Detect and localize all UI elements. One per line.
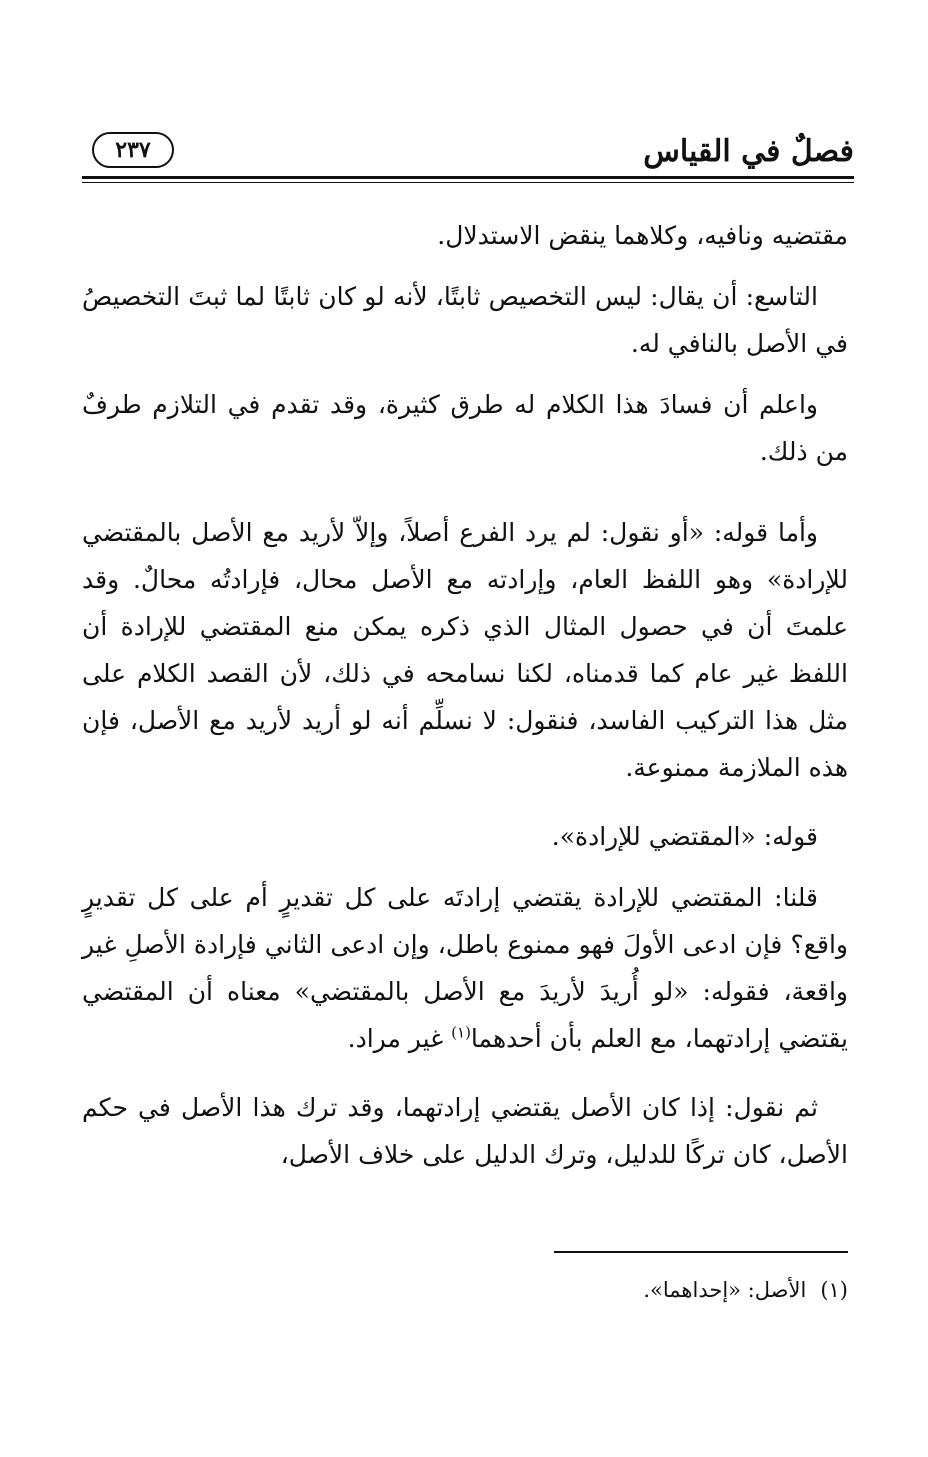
paragraph-1: مقتضيه ونافيه، وكلاهما ينقض الاستدلال. <box>437 221 848 250</box>
header-rule-thin <box>82 182 854 183</box>
paragraph-7: ثم نقول: إذا كان الأصل يقتضي إرادتهما، وقد ترك هذا الأصل في حكم الأصل، كان تركًا للدليل، وترك الدليل على خلاف الأصل، <box>82 1093 848 1169</box>
paragraph-4: وأما قوله: «أو نقول: لم يرد الفرع أصلاً، وإلاّ لأريد مع الأصل بالمقتضي للإرادة» وهو اللفظ العام، وإرادته مع الأصل محال، فإرادتُه محالٌ. وقد علمتَ أن في حصول المثال الذي ذكره يمكن منع المقتضي للإرادة أن اللفظ غير عام كما قدمناه، لكنا نسامحه في ذلك، لأن القصد الكلام على مثل هذا التركيب الفاسد، فنقول: لا نسلِّم أنه لو أريد لأريد مع الأصل، فإن هذه الملازمة ممنوعة. <box>82 518 848 782</box>
footnote-text: الأصل: «إحداهما». <box>643 1278 807 1302</box>
main-text <box>82 212 848 1178</box>
footnote-number: (١) <box>820 1278 848 1302</box>
paragraph-6 <box>82 874 848 1062</box>
header-rule-thick <box>82 176 854 179</box>
footnote <box>82 1273 848 1307</box>
paragraph-6-tail: غير مراد. <box>347 1024 452 1053</box>
footnote-separator <box>554 1251 848 1253</box>
paragraph-3: واعلم أن فسادَ هذا الكلام له طرق كثيرة، وقد تقدم في التلازم طرفٌ من ذلك. <box>82 390 848 466</box>
page-header <box>82 128 854 180</box>
paragraph-2: التاسع: أن يقال: ليس التخصيص ثابتًا، لأنه لو كان ثابتًا لما ثبتَ التخصيصُ في الأصل بالنافي له. <box>82 282 848 358</box>
footnote-reference: (١) <box>451 1023 471 1042</box>
chapter-title: فصلٌ في القياس <box>643 134 854 169</box>
paragraph-5: قوله: «المقتضي للإرادة». <box>551 822 818 851</box>
paragraph-6-text: قلنا: المقتضي للإرادة يقتضي إرادتَه على كل تقديرٍ أم على كل تقديرٍ واقع؟ فإن ادعى الأولَ فهو ممنوع باطل، وإن ادعى الثاني فإرادة الأصلِ غير واقعة، فقوله: «لو أُريدَ لأريدَ مع الأصل بالمقتضي» معناه أن المقتضي يقتضي إرادتهما، مع العلم بأن أحدهما <box>82 883 848 1053</box>
page-number: ٢٣٧ <box>92 132 174 168</box>
